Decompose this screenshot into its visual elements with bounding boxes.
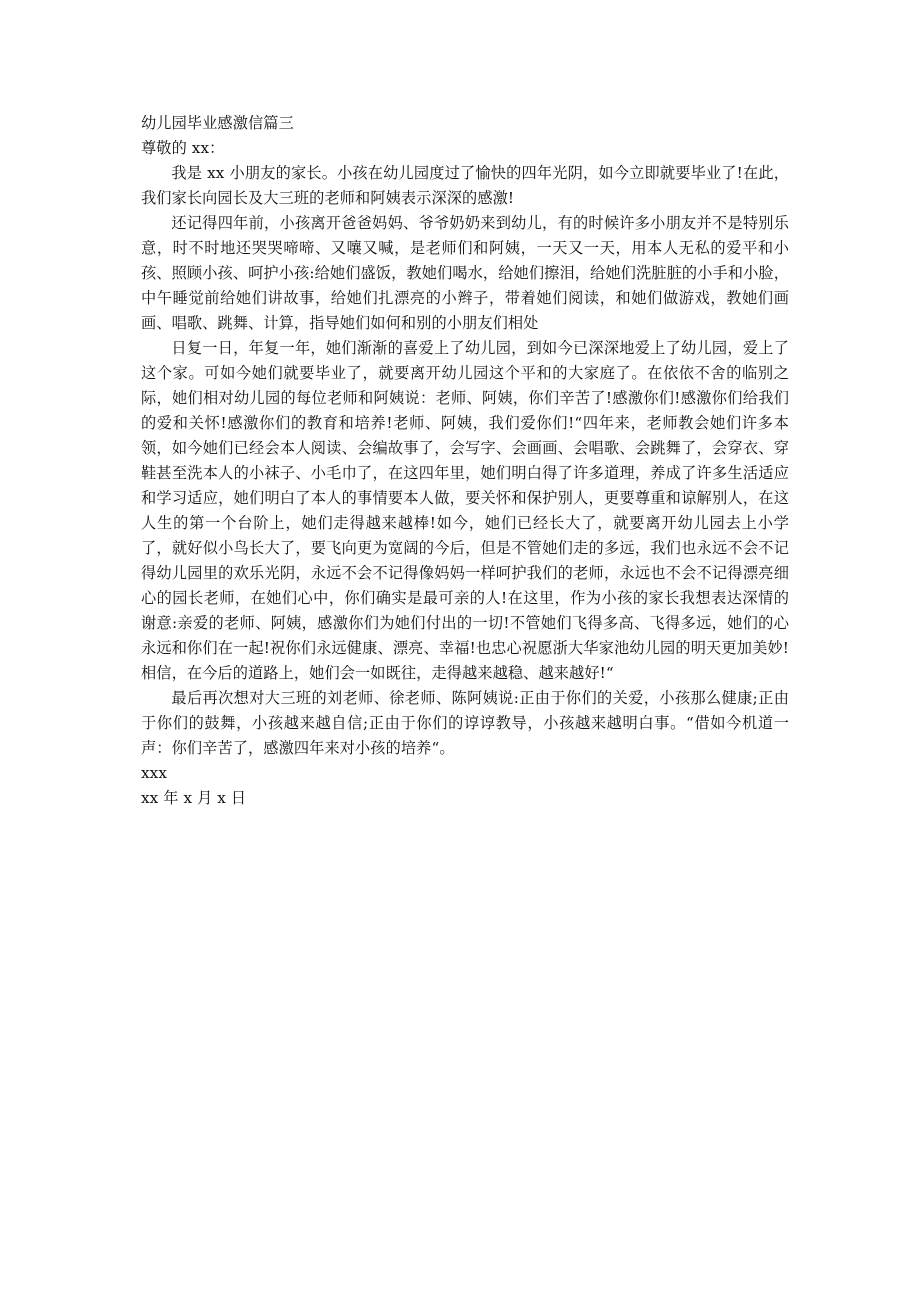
document-title: 幼儿园毕业感激信篇三	[141, 114, 294, 132]
paragraph-4: 最后再次想对大三班的刘老师、徐老师、陈阿姨说:正由于你们的关爱，小孩那么健康;正由于你们的鼓舞，小孩越来越自信;正由于你们的谆谆教导，小孩越来越明白事。“借如今机道一声：你们辛苦了，感激四年来对小孩的培养“。	[141, 689, 789, 757]
signature-name: xxx	[141, 764, 167, 782]
paragraph-3: 日复一日，年复一年，她们渐渐的喜爱上了幼儿园，到如今已深深地爱上了幼儿园，爱上了这个家。可如今她们就要毕业了，就要离开幼儿园这个平和的大家庭了。在依依不舍的临别之际，她们相对幼儿园的每位老师和阿姨说：老师、阿姨，你们辛苦了!感激你们!感激你们给我们的爱和关怀!感激你们的教育和培养!老师、阿姨，我们爱你们!“四年来，老师教会她们许多本领，如今她们已经会本人阅读、会编故事了，会写字、会画画、会唱歌、会跳舞了，会穿衣、穿鞋甚至洗本人的小袜子、小毛巾了，在这四年里，她们明白得了许多道理，养成了许多生活适应和学习适应，她们明白了本人的事情要本人做，要关怀和保护别人，更要尊重和谅解别人，在这人生的第一个台阶上，她们走得越来越棒!如今，她们已经长大了，就要离开幼儿园去上小学了，就好似小鸟长大了，要飞向更为宽阔的今后，但是不管她们走的多远，我们也永远不会不记得幼儿园里的欢乐光阴，永远不会不记得像妈妈一样呵护我们的老师，永远也不会不记得漂亮细心的园长老师，在她们心中，你们确实是最可亲的人!在这里，作为小孩的家长我想表达深情的谢意:亲爱的老师、阿姨，感激你们为她们付出的一切!不管她们飞得多高、飞得多远，她们的心永远和你们在一起!祝你们永远健康、漂亮、幸福!也忠心祝愿浙大华家池幼儿园的明天更加美妙!相信，在今后的道路上，她们会一如既往，走得越来越稳、越来越好!“	[141, 339, 789, 682]
paragraph-2: 还记得四年前，小孩离开爸爸妈妈、爷爷奶奶来到幼儿，有的时候许多小朋友并不是特别乐意，时不时地还哭哭啼啼、又嚷又喊，是老师们和阿姨，一天又一天，用本人无私的爱平和小孩、照顾小孩、呵护小孩:给她们盛饭，教她们喝水，给她们擦泪，给她们洗脏脏的小手和小脸，中午睡觉前给她们讲故事，给她们扎漂亮的小辫子，带着她们阅读，和她们做游戏，教她们画画、唱歌、跳舞、计算，指导她们如何和别的小朋友们相处	[141, 214, 789, 332]
salutation: 尊敬的 xx：	[141, 139, 225, 157]
document-body	[141, 111, 789, 811]
paragraph-1: 我是 xx 小朋友的家长。小孩在幼儿园度过了愉快的四年光阴，如今立即就要毕业了!在此，我们家长向园长及大三班的老师和阿姨表示深深的感激!	[141, 164, 789, 207]
signature-date: xx 年 x 月 x 日	[141, 789, 247, 807]
